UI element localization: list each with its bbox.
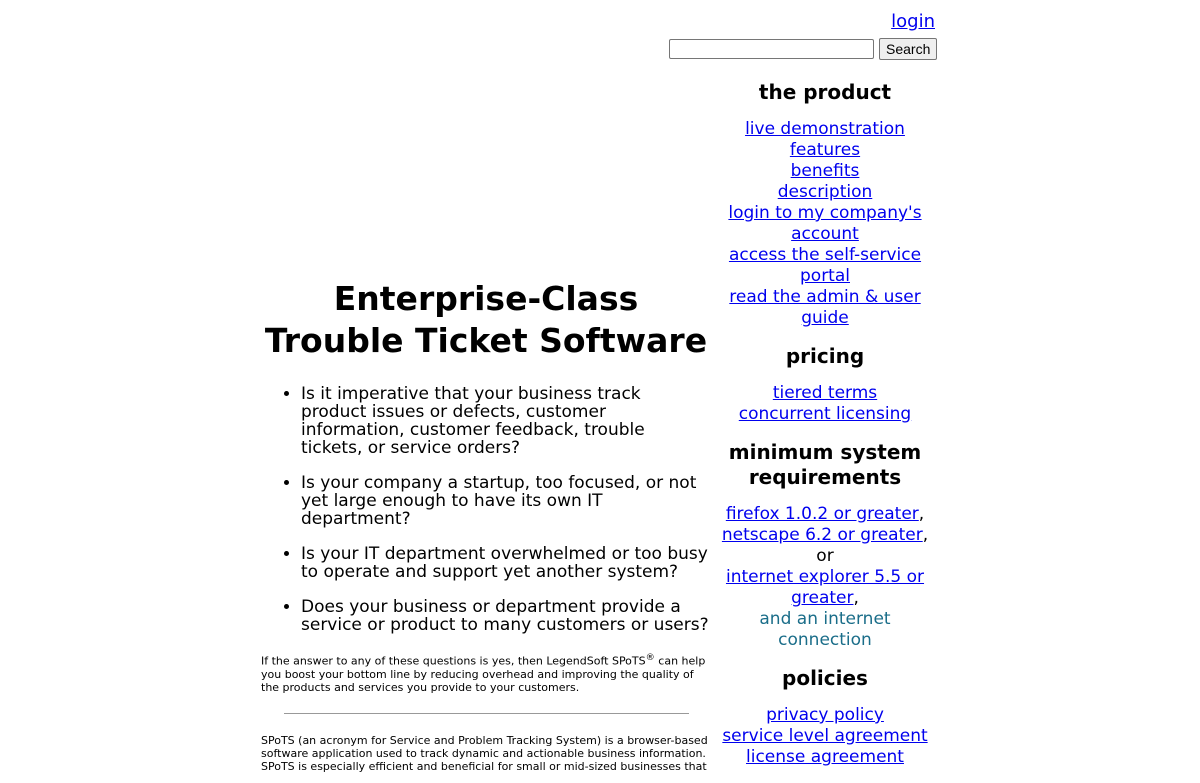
live-demonstration-link[interactable]: live demonstration: [745, 119, 905, 139]
firefox-link[interactable]: firefox 1.0.2 or greater: [725, 504, 919, 524]
list-item: • Does your business or department provide a service or product to many customers or users?: [301, 598, 711, 634]
list-item: • Is it imperative that your business track product issues or defects, customer information, customer feedback, trouble tickets, or service orders?: [301, 385, 711, 457]
admin-user-guide-link[interactable]: read the admin & user guide: [729, 287, 921, 328]
policies-section: [712, 666, 938, 768]
privacy-policy-link[interactable]: privacy policy: [766, 705, 884, 725]
search-form: [669, 38, 937, 60]
registered-mark: ®: [645, 652, 655, 663]
netscape-link[interactable]: netscape 6.2 or greater: [721, 525, 923, 545]
concurrent-licensing-link[interactable]: concurrent licensing: [738, 404, 912, 424]
policies-heading: policies: [782, 666, 868, 690]
self-service-portal-link[interactable]: access the self-service portal: [728, 245, 922, 286]
description-link[interactable]: description: [777, 182, 873, 202]
list-item: • Is your IT department overwhelmed or too busy to operate and support yet another system?: [301, 545, 711, 581]
features-link[interactable]: features: [789, 140, 861, 160]
requirements-section: [712, 440, 938, 651]
company-login-link[interactable]: login to my company's account: [728, 203, 922, 244]
benefits-link[interactable]: benefits: [790, 161, 860, 181]
internet-explorer-link[interactable]: internet explorer 5.5 or greater: [725, 567, 925, 608]
sidebar: [712, 80, 938, 783]
login-link[interactable]: login: [891, 11, 935, 32]
pricing-section: [712, 344, 938, 425]
comma-text: ,: [853, 588, 859, 608]
answer-text-continued: can help you boost your bottom line by reducing overhead and improving the quality of the products and services you provide to your customers.: [261, 654, 706, 694]
internet-connection-text: and an internet connection: [759, 609, 891, 650]
requirements-heading: minimum system requirements: [728, 440, 922, 489]
search-button[interactable]: Search: [879, 38, 937, 60]
question-list: [261, 385, 711, 634]
main-content: [261, 278, 711, 773]
pricing-heading: pricing: [785, 344, 865, 368]
product-section: [712, 80, 938, 329]
description-paragraph: SPoTS (an acronym for Service and Problem Tracking System) is a browser-based software application used to track dynamic and actionable business information. SPoTS is especially efficient and beneficial for small or mid-sized businesses that: [261, 733, 708, 773]
answer-text: If the answer to any of these questions is yes, then LegendSoft SPoTS: [261, 654, 646, 668]
page-title: Enterprise-Class Trouble Ticket Software: [264, 279, 708, 360]
answer-paragraph: [261, 651, 711, 694]
comma-text: ,: [918, 504, 925, 524]
license-agreement-link[interactable]: license agreement: [746, 747, 904, 767]
service-level-agreement-link[interactable]: service level agreement: [722, 726, 928, 746]
product-heading: the product: [758, 80, 892, 104]
search-input[interactable]: [669, 39, 874, 59]
divider: [284, 713, 689, 714]
or-text: , or: [816, 525, 929, 566]
list-item: • Is your company a startup, too focused, or not yet large enough to have its own IT department?: [301, 474, 711, 528]
tiered-terms-link[interactable]: tiered terms: [772, 383, 878, 403]
